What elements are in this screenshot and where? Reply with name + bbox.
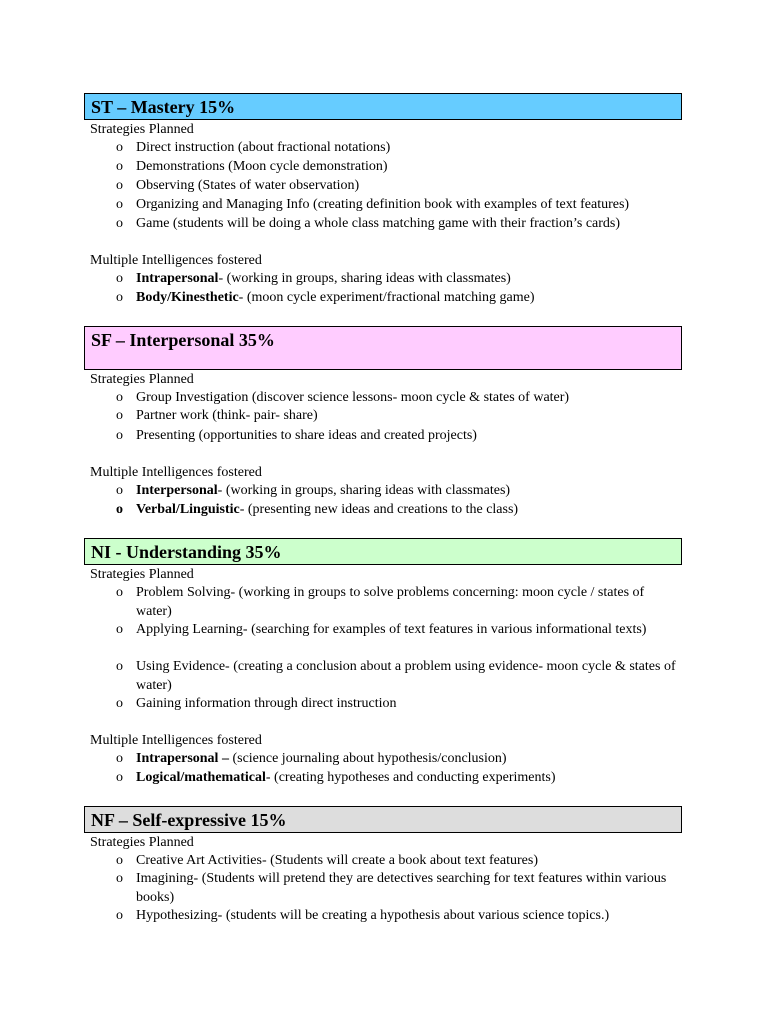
strategy-item: Applying Learning- (searching for examples of text features in various informational texts) (136, 622, 647, 637)
mi-desc: - (moon cycle experiment/fractional matching game) (238, 290, 535, 305)
section-header-st: ST – Mastery 15% (84, 93, 682, 120)
strategy-item: Gaining information through direct instruction (136, 696, 397, 711)
strategy-item: Demonstrations (Moon cycle demonstration) (136, 159, 388, 174)
strategies-label: Strategies Planned (90, 372, 194, 387)
mi-item (136, 501, 676, 520)
mi-label: Multiple Intelligences fostered (90, 733, 262, 748)
mi-item (136, 769, 676, 788)
strategies-label: Strategies Planned (90, 567, 194, 582)
bullet-icon: o (116, 585, 123, 600)
strategy-item: Imagining- (Students will pretend they are detectives searching for text features within various books) (136, 871, 667, 905)
mi-item (136, 289, 676, 308)
bullet-icon: o (116, 502, 123, 517)
section-header-nf: NF – Self-expressive 15% (84, 806, 682, 833)
strategy-item: Group Investigation (discover science lessons- moon cycle & states of water) (136, 390, 570, 405)
bullet-icon: o (116, 428, 123, 443)
bullet-icon: o (116, 271, 123, 286)
section-header-ni: NI - Understanding 35% (84, 538, 682, 565)
strategy-item: Creative Art Activities- (Students will create a book about text features) (136, 853, 538, 868)
bullet-icon: o (116, 908, 123, 923)
bullet-icon: o (116, 140, 123, 155)
mi-item (136, 270, 676, 289)
mi-item (136, 482, 676, 501)
bullet-icon: o (116, 197, 123, 212)
bullet-icon: o (116, 408, 123, 423)
bullet-icon: o (116, 659, 123, 674)
bullet-icon: o (116, 871, 123, 886)
bullet-icon: o (116, 178, 123, 193)
strategy-item: Partner work (think- pair- share) (136, 408, 318, 423)
mi-desc: (science journaling about hypothesis/conclusion) (228, 751, 507, 766)
strategy-item: Game (students will be doing a whole class matching game with their fraction’s cards) (136, 216, 621, 231)
bullet-icon: o (116, 216, 123, 231)
mi-name: Verbal/Linguistic (136, 502, 240, 517)
mi-name: Interpersonal (136, 483, 218, 498)
mi-label: Multiple Intelligences fostered (90, 465, 262, 480)
strategy-item: Problem Solving- (working in groups to solve problems concerning: moon cycle / states of water) (136, 585, 645, 619)
strategy-item: Observing (States of water observation) (136, 178, 360, 193)
strategy-item: Direct instruction (about fractional notations) (136, 140, 391, 155)
bullet-icon: o (116, 751, 123, 766)
strategy-item: Hypothesizing- (students will be creating a hypothesis about various science topics.) (136, 908, 610, 923)
mi-name: Intrapersonal (136, 271, 219, 286)
bullet-icon: o (116, 159, 123, 174)
mi-desc: - (presenting new ideas and creations to the class) (239, 502, 519, 517)
mi-item (136, 750, 676, 769)
section-header-sf: SF – Interpersonal 35% (84, 326, 682, 370)
mi-name: Body/Kinesthetic (136, 290, 239, 305)
mi-desc: - (creating hypotheses and conducting experiments) (265, 770, 556, 785)
strategies-label: Strategies Planned (90, 835, 194, 850)
strategy-item: Organizing and Managing Info (creating definition book with examples of text features) (136, 197, 630, 212)
bullet-icon: o (116, 290, 123, 305)
mi-label: Multiple Intelligences fostered (90, 253, 262, 268)
strategies-label: Strategies Planned (90, 122, 194, 137)
mi-desc: - (working in groups, sharing ideas with classmates) (217, 483, 511, 498)
bullet-icon: o (116, 696, 123, 711)
mi-name: Logical/mathematical (136, 770, 266, 785)
strategy-item: Using Evidence- (creating a conclusion about a problem using evidence- moon cycle & states of water) (136, 659, 676, 693)
bullet-icon: o (116, 483, 123, 498)
bullet-icon: o (116, 622, 123, 637)
mi-name: Intrapersonal – (136, 751, 229, 766)
bullet-icon: o (116, 770, 123, 785)
bullet-icon: o (116, 390, 123, 405)
mi-desc: - (working in groups, sharing ideas with classmates) (218, 271, 511, 286)
bullet-icon: o (116, 853, 123, 868)
strategy-item: Presenting (opportunities to share ideas and created projects) (136, 428, 477, 443)
